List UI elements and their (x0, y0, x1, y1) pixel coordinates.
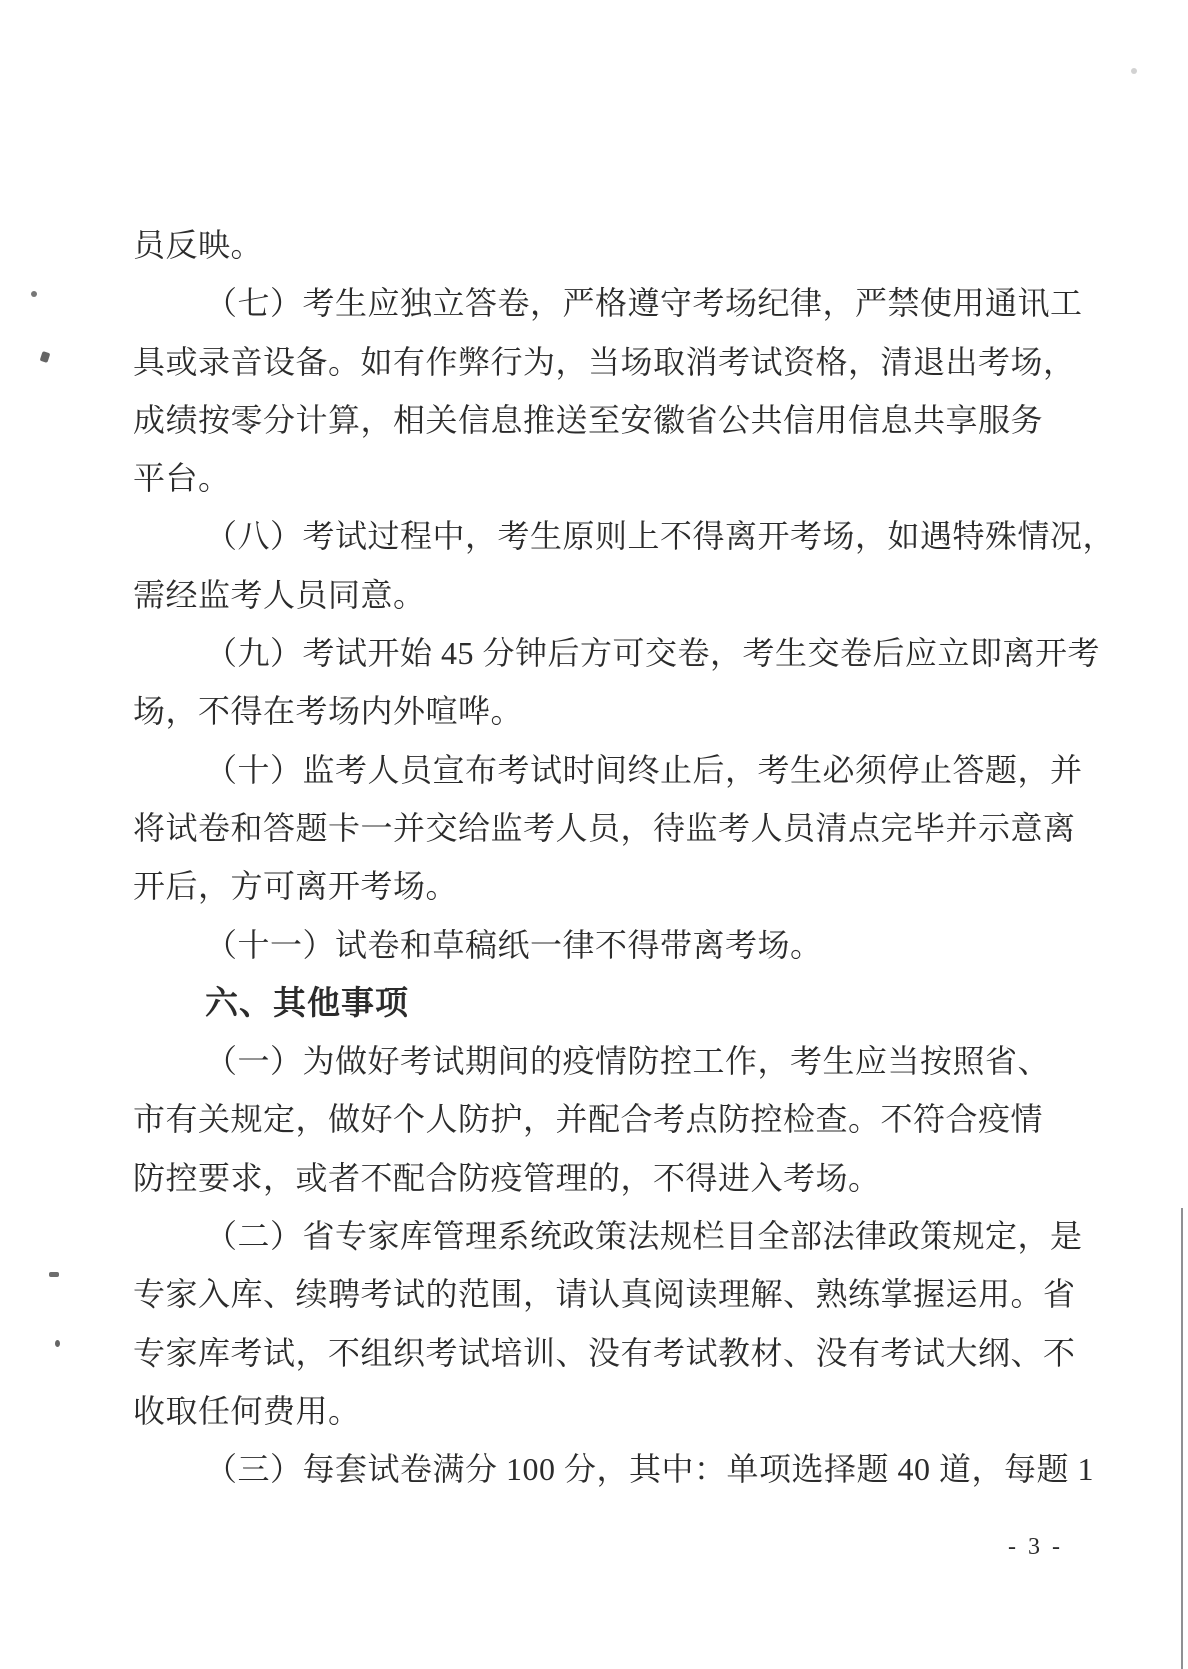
text-line: 具或录音设备。如有作弊行为，当场取消考试资格，清退出考场， (133, 343, 1076, 380)
document-body (133, 216, 1116, 1499)
text-line: （十一）试卷和草稿纸一律不得带离考场。 (205, 926, 823, 963)
text-line: 成绩按零分计算，相关信息推送至安徽省公共信用信息共享服务 (133, 401, 1044, 438)
text-line: 专家入库、续聘考试的范围，请认真阅读理解、熟练掌握运用。省 (133, 1276, 1076, 1313)
text-line: 专家库考试，不组织考试培训、没有考试教材、没有考试大纲、不 (133, 1334, 1076, 1371)
text-line: 市有关规定，做好个人防护，并配合考点防控检查。不符合疫情 (133, 1101, 1044, 1138)
section-heading: 六、其他事项 (205, 983, 409, 1021)
scan-edge-artifact-line (1181, 1208, 1183, 1669)
text-line: 员反映。 (133, 227, 264, 263)
scan-speck (1131, 68, 1137, 74)
text-line: 场，不得在考场内外喧哗。 (133, 693, 524, 730)
text-line: 平台。 (133, 460, 231, 497)
text-line: （九）考试开始 45 分钟后方可交卷，考生交卷后应立即离开考 (205, 635, 1101, 672)
scan-speck (31, 291, 37, 297)
text-line: （二）省专家库管理系统政策法规栏目全部法律政策规定，是 (205, 1218, 1083, 1255)
text-line: 将试卷和答题卡一并交给监考人员，待监考人员清点完毕并示意离 (133, 809, 1076, 846)
text-line: （七）考生应独立答卷，严格遵守考场纪律，严禁使用通讯工 (205, 285, 1083, 322)
text-line: 收取任何费用。 (133, 1392, 361, 1429)
text-line: 开后，方可离开考场。 (133, 868, 459, 905)
text-line: （一）为做好考试期间的疫情防控工作，考生应当按照省、 (205, 1043, 1051, 1080)
text-line: （八）考试过程中，考生原则上不得离开考场，如遇特殊情况， (205, 518, 1116, 555)
scan-speck (40, 351, 51, 363)
text-line: （十）监考人员宣布考试时间终止后，考生必须停止答题，并 (205, 751, 1083, 788)
text-line: 防控要求，或者不配合防疫管理的，不得进入考场。 (133, 1159, 881, 1196)
text-line: 需经监考人员同意。 (133, 576, 426, 613)
page-number: - 3 - (1008, 1534, 1063, 1560)
scan-speck (55, 1340, 60, 1347)
text-line: （三）每套试卷满分 100 分，其中：单项选择题 40 道，每题 1 (205, 1451, 1095, 1488)
scan-speck (49, 1272, 59, 1277)
